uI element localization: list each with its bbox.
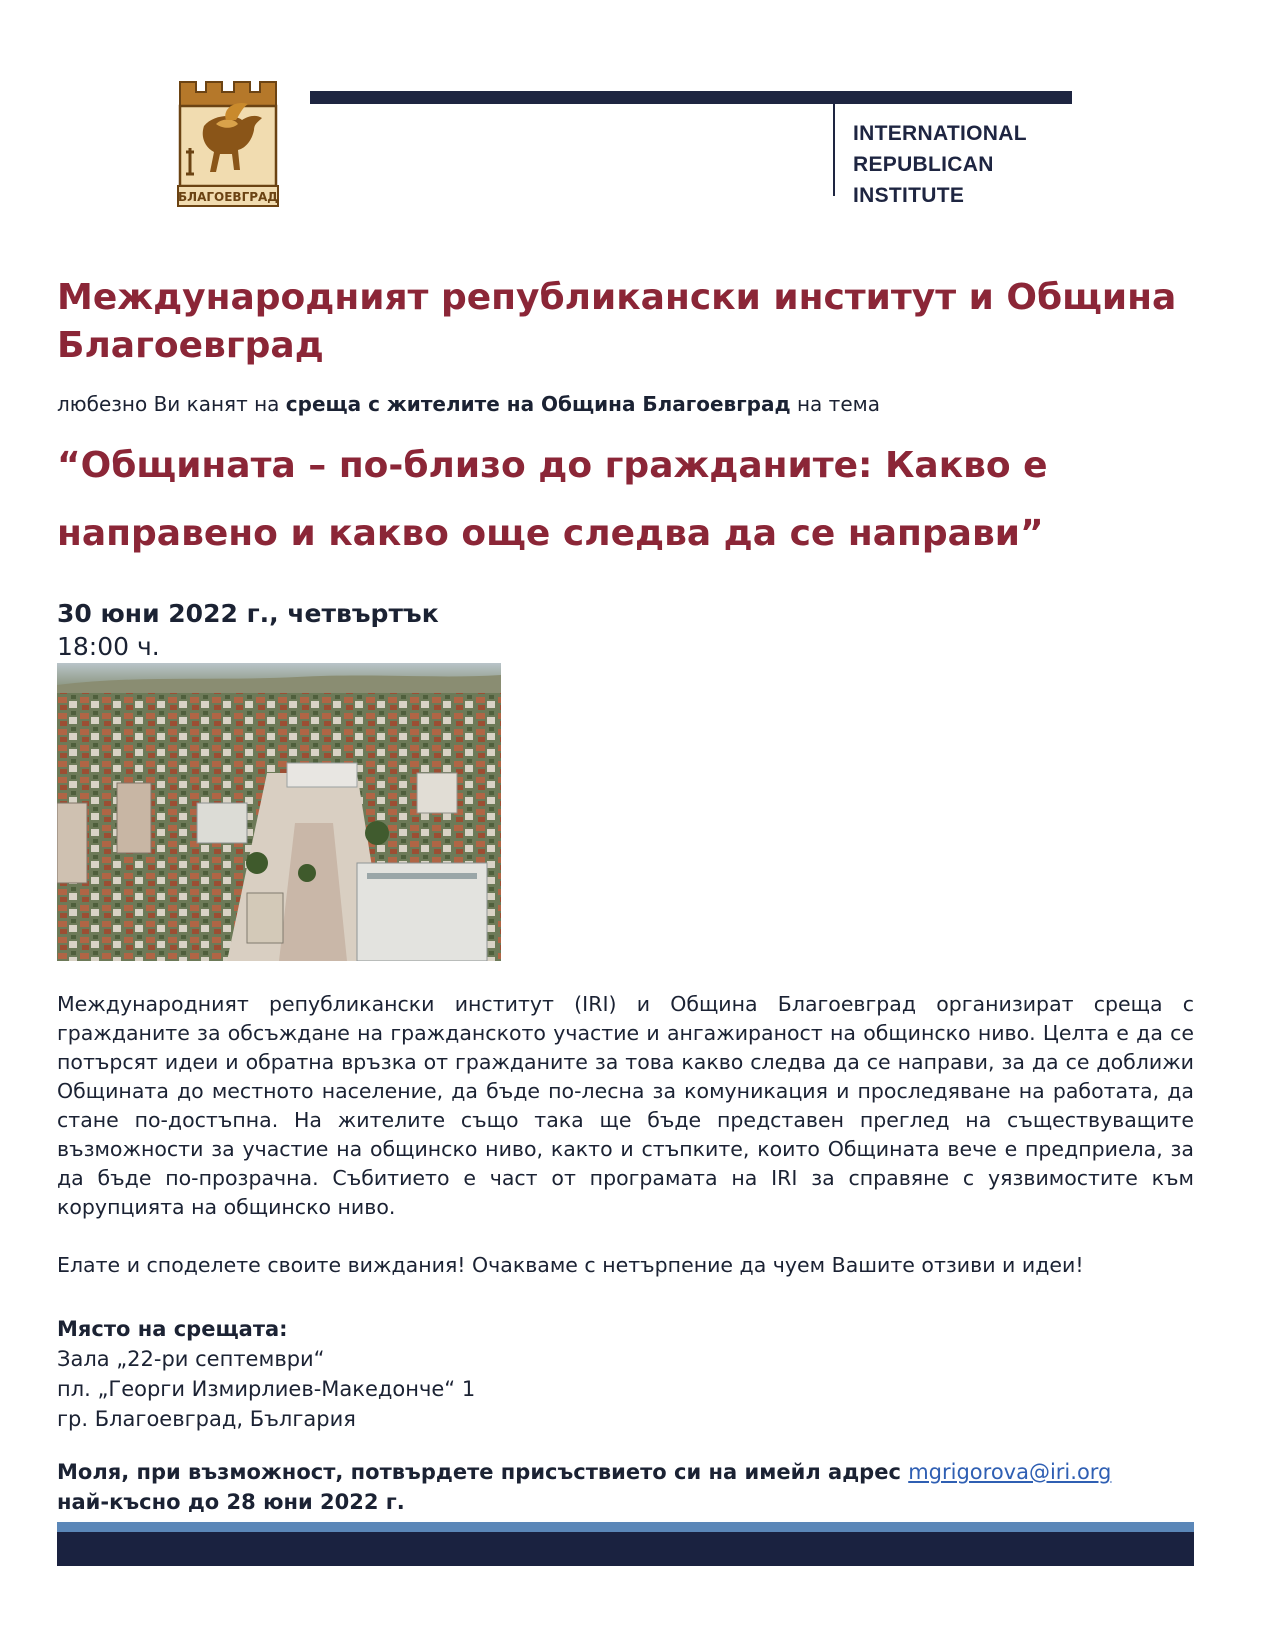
venue-label: Място на срещата: bbox=[57, 1317, 288, 1341]
venue-line-2: пл. „Георги Измирлиев-Македонче“ 1 bbox=[57, 1377, 476, 1401]
theme-line-2: направено и какво още следва да се направи” bbox=[57, 513, 1044, 554]
iri-line-2: REPUBLICAN bbox=[853, 153, 994, 176]
theme-line-1: “Общината – по-близо до гражданите: Какво е bbox=[57, 445, 1048, 486]
iri-line-3: INSTITUTE bbox=[853, 184, 965, 207]
rsvp-deadline: най-късно до 28 юни 2022 г. bbox=[57, 1490, 405, 1514]
footer-bar-light bbox=[57, 1522, 1194, 1532]
invite-post: на тема bbox=[790, 392, 880, 416]
event-theme bbox=[57, 432, 1207, 568]
event-time: 18:00 ч. bbox=[57, 632, 160, 661]
page-title: Международният републикански институт и Община Благоевград bbox=[57, 277, 1177, 366]
invitation-line bbox=[57, 390, 1207, 418]
iri-line-1: INTERNATIONAL bbox=[853, 122, 1027, 145]
call-to-action: Елате и споделете своите виждания! Очакваме с нетърпение да чуем Вашите отзиви и идеи! bbox=[57, 1253, 1084, 1277]
venue-block bbox=[57, 1314, 475, 1434]
venue-line-3: гр. Благоевград, България bbox=[57, 1407, 356, 1431]
rsvp-email-link[interactable]: mgrigorova@iri.org bbox=[908, 1460, 1112, 1484]
venue-line-1: Зала „22-ри септември“ bbox=[57, 1347, 325, 1371]
iri-wordmark bbox=[853, 118, 1027, 211]
invite-bold: среща с жителите на Община Благоевград bbox=[285, 392, 791, 416]
blagoevgrad-coat-of-arms-logo bbox=[176, 78, 280, 208]
rsvp-text: Моля, при възможност, потвърдете присъствието си на имейл адрес bbox=[57, 1460, 909, 1484]
header-rule bbox=[310, 91, 1072, 104]
invite-pre: любезно Ви канят на bbox=[57, 392, 286, 416]
rsvp-block bbox=[57, 1457, 1207, 1517]
footer-bar-dark bbox=[57, 1532, 1194, 1566]
city-aerial-photo bbox=[57, 663, 501, 961]
event-description: Международният републикански институт (IRI) и Община Благоевград организират среща с гражданите за обсъждане на гражданското участие и ангажираност на общинско ниво. Целта е да се потърсят идеи и обратна връзка от гражданите за това какво следва да се направи, за да се доближи Общината до местното население, да бъде по-лесна за комуникация и проследяване на работата, да стане по-достъпна. На жителите също така ще бъде представен преглед на съществуващите възможности за участие на общинско ниво, както и стъпките, които Общината вече е предприела, за да бъде по-прозрачна. Събитието е част от програмата на IRI за справяне с уязвимостите към корупцията на общинско ниво. bbox=[57, 992, 1194, 1219]
event-date: 30 юни 2022 г., четвъртък bbox=[57, 599, 439, 628]
svg-text:БЛАГОЕВГРАД: БЛАГОЕВГРАД bbox=[177, 190, 279, 204]
header-divider bbox=[833, 104, 835, 196]
